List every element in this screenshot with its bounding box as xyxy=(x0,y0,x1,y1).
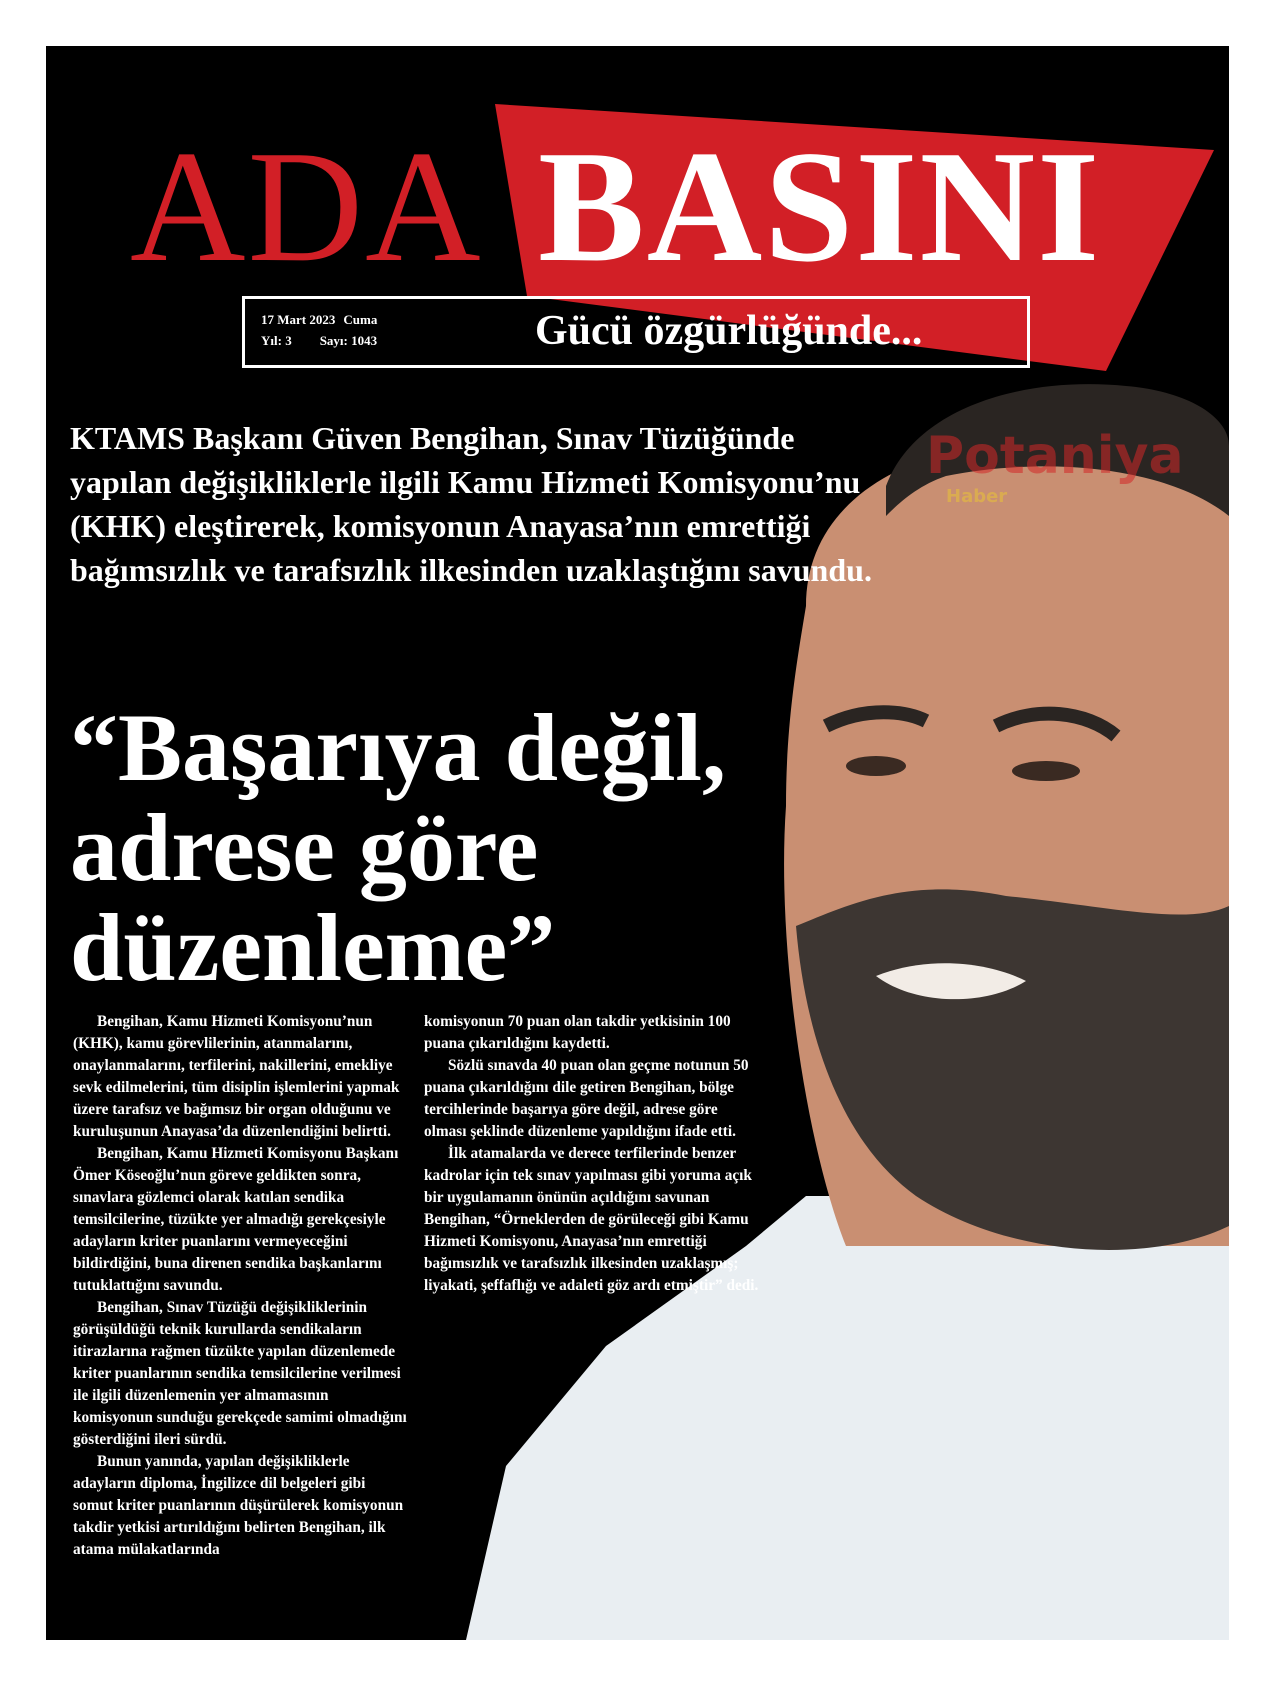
watermark-subtext: Haber xyxy=(946,486,1008,507)
paragraph: Bengihan, Sınav Tüzüğü değişikliklerinin görüşüldüğü teknik kurullarda sendikaların itirazlarına rağmen tüzükte yapılan düzenlemede kriter puanlarının sendika temsilcilerine verilmesi ile ilgili düzenlemenin yer almamasının komisyonun sunduğu gerekçede samimi olmadığını gösterdiğini ileri sürdü. xyxy=(73,1299,407,1448)
article-column-2 xyxy=(424,1011,759,1297)
logo-ada: ADA xyxy=(130,117,483,295)
paragraph: Bengihan, Kamu Hizmeti Komisyonu Başkanı Ömer Köseoğlu’nun göreve geldikten sonra, sınavlara gözlemci olarak katılan sendika temsilcilerine, tüzükte yer almadığı gerekçesiyle adayların kriter puanlarını vermeyeceğini bildirdiğini, buna direnen sendika başkanlarını tutuklattığını savundu. xyxy=(73,1145,399,1294)
watermark-text: Potaniya xyxy=(926,426,1184,486)
paragraph: İlk atamalarda ve derece terfilerinde benzer kadrolar için tek sınav yapılması gibi yoruma açık bir uygulamanın önünün açıldığını savunan Bengihan, “Örneklerden de görüleceği gibi Kamu Hizmeti Komisyonu, Anayasa’nın emrettiği bağımsızlık ve tarafsızlık ilkesinden uzaklaşmış; liyakati, şeffaflığı ve adaleti göz ardı etmiştir” dedi. xyxy=(424,1145,759,1294)
newspaper-front-page xyxy=(46,46,1229,1640)
logo-basini: BASINI xyxy=(538,117,1102,295)
paragraph: Sözlü sınavda 40 puan olan geçme notunun 50 puana çıkarıldığını dile getiren Bengihan, bölge tercihlerinde başarıya göre değil, adrese göre olması şeklinde düzenleme yapıldığını ifade etti. xyxy=(424,1057,749,1140)
issue-number: Sayı: 1043 xyxy=(319,333,378,348)
watermark-logo xyxy=(926,426,1184,508)
article-headline: “Başarıya değil, adrese göre düzenleme” xyxy=(70,694,727,1001)
issue-date: 17 Mart 2023 xyxy=(261,312,336,327)
paragraph: Bengihan, Kamu Hizmeti Komisyonu’nun (KHK), kamu görevlilerinin, atanmalarını, onaylanmalarını, terfilerini, nakillerini, emekliye sevk edilmelerini, tüm disiplin işlemlerini yapmak üzere tarafsız ve bağımsız bir organ olduğunu ve kuruluşunun Anayasa’da düzenlendiğini belirtti. xyxy=(73,1013,400,1140)
issue-weekday: Cuma xyxy=(343,312,378,327)
issue-year: Yıl: 3 xyxy=(261,333,292,348)
photo-eye-right xyxy=(1012,761,1080,781)
article-intro: KTAMS Başkanı Güven Bengihan, Sınav Tüzüğünde yapılan değişikliklerle ilgili Kamu Hizmeti Komisyonu’nu (KHK) eleştirerek, komisyonun Anayasa’nın emrettiği bağımsızlık ve tarafsızlık ilkesinden uzaklaştığını savundu. xyxy=(70,420,872,588)
slogan: Gücü özgürlüğünde... xyxy=(535,308,923,354)
issue-info xyxy=(261,309,511,351)
paragraph: Bunun yanında, yapılan değişikliklerle adayların diploma, İngilizce dil belgeleri gibi somut kriter puanlarının düşürülerek komisyonun takdir yetkisi artırıldığını belirten Bengihan, ilk atama mülakatlarında xyxy=(73,1453,404,1558)
issue-info-box xyxy=(242,296,1030,368)
paragraph: komisyonun 70 puan olan takdir yetkisinin 100 puana çıkarıldığını kaydetti. xyxy=(424,1013,731,1052)
article-column-1 xyxy=(73,1011,408,1561)
